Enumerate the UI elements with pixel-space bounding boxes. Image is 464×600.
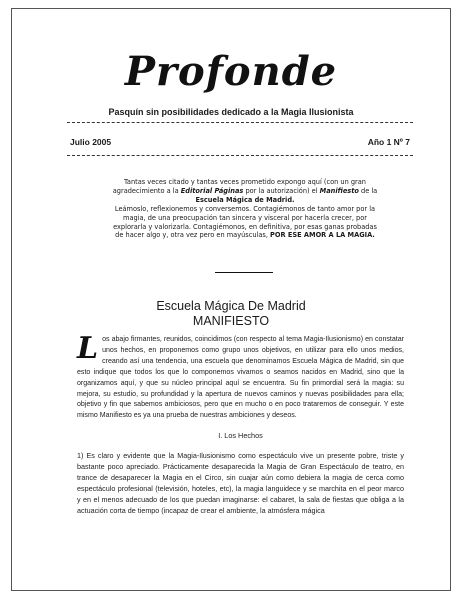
short-rule bbox=[215, 272, 273, 273]
section-title-line2: MANIFIESTO bbox=[192, 314, 270, 328]
newsletter-subtitle: Pasquín sin posibilidades dedicado a la Magia Ilusionista bbox=[108, 107, 354, 117]
document-page bbox=[11, 8, 451, 591]
intro-paragraph bbox=[110, 178, 380, 240]
intro-text-4: Leámoslo, reflexionemos y conversemos. Contagiémonos de tanto amor por la magia, de una preocupación tan sincera y visceral por hacerla crecer, por explorarla y valorizarla. Contagiémonos, en definitiva, por esas ganas probadas de hacer algo y, otra vez pero en mayúsculas, bbox=[113, 204, 377, 240]
intro-text-2: por la autorización) el bbox=[243, 186, 320, 195]
issue-date: Julio 2005 bbox=[70, 137, 112, 147]
paragraph-1: os abajo firmantes, reunidos, coincidimos (con respecto al tema Magia-Ilusionismo) en constatar unos hechos, en proponemos como grupo unos objetivos, en utilizar para ello unos medios, creando así una tendencia, una escuela que denominamos Escuela Mágica de Madrid, sin que esto indique que todos los que lo componemos vivamos o seamos nacidos en Madrid, sino que la organizamos aquí, y que su núcleo principal aquí se encuentra. Su fin primordial será la magia: su mejora, su estudio, su profundidad y la apertura de nuevos caminos y nuevas posibilidades para ella; objetivo y fin que sabemos ambiciosos, pero que en mucho o en poco trataremos de conseguir. Y este mismo Manifiesto es ya una prueba de nuestras ambiciones y deseos. bbox=[77, 336, 404, 420]
intro-text-3: de la bbox=[358, 186, 378, 195]
intro-manifiesto: Manifiesto bbox=[319, 186, 359, 195]
issue-info bbox=[70, 137, 410, 149]
subheading-hechos: I. Los Hechos bbox=[218, 431, 263, 441]
intro-escuela: Escuela Mágica de Madrid. bbox=[195, 195, 295, 204]
intro-editorial: Editorial Páginas bbox=[180, 186, 244, 195]
newsletter-title: Profonde bbox=[124, 48, 338, 95]
section-title bbox=[12, 299, 450, 329]
intro-closing: POR ESE AMOR A LA MAGIA. bbox=[270, 231, 375, 240]
intro-text-1: Tantas veces citado y tantas veces prometido expongo aquí (con un gran agradecimiento a la bbox=[112, 178, 366, 195]
issue-number: Año 1 Nº 7 bbox=[367, 137, 410, 147]
drop-cap: L bbox=[77, 331, 99, 366]
manifesto-body bbox=[77, 331, 404, 517]
section-title-line1: Escuela Mágica De Madrid bbox=[156, 299, 306, 313]
paragraph-2: 1) Es claro y evidente que la Magia-Ilusionismo como espectáculo vive un presente pobre, triste y bastante poco apreciado. Prácticamente desaparecida la Magia de Gran Espectáculo de teatro, en trance de desaparecer la Magia en el Circo, sin cuajar aún como debiera la magia de cerca como espectáculo profesional (televisión, hoteles, etc), la magia languidece y se marchita en el peor marco y en el menos adecuado de los que puedan imaginarse: el cabaret, la sala de fiestas que obliga a la actuación corta de tiempo (incapaz de crear el ambiente, la atmósfera mágica bbox=[77, 451, 404, 515]
dashed-divider-top bbox=[67, 122, 413, 123]
dashed-divider-bottom bbox=[67, 155, 413, 156]
